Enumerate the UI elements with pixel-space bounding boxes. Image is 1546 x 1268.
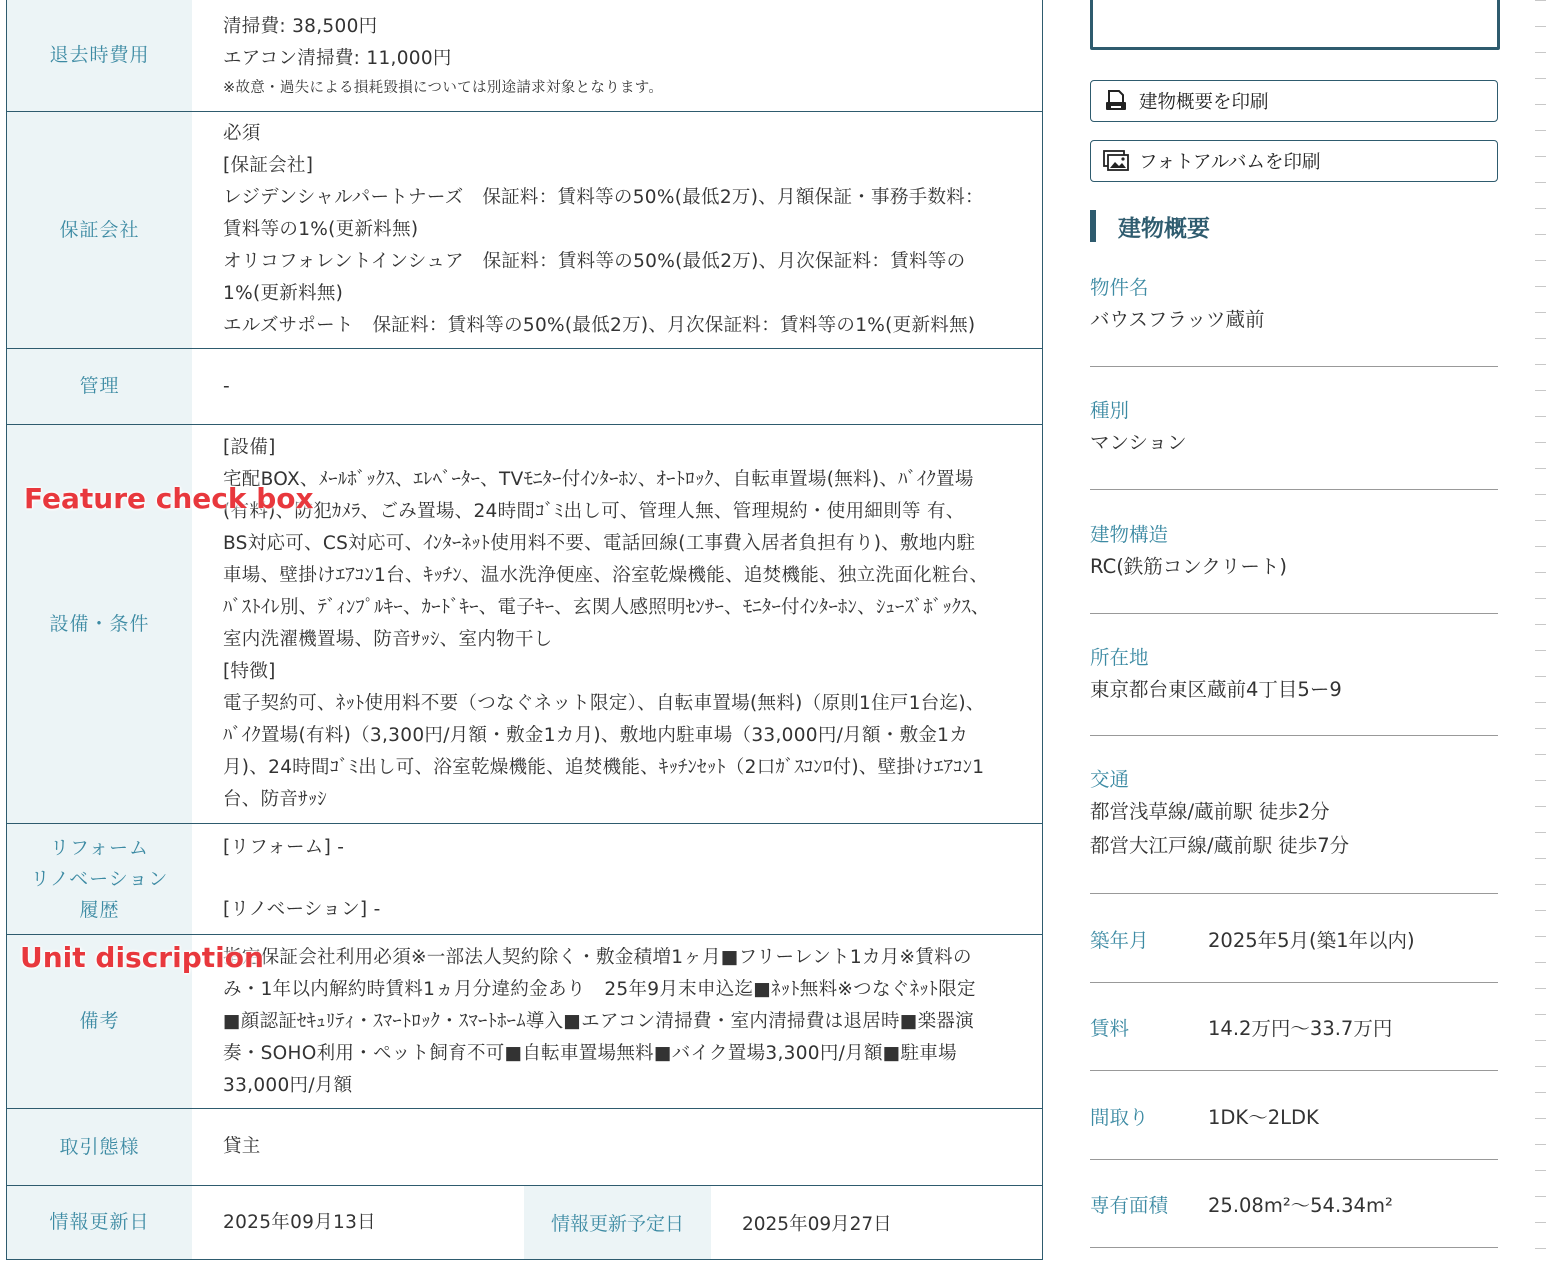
remarks-line: ■顔認証ｾｷｭﾘﾃｨ・ｽﾏｰﾄﾛｯｸ・ｽﾏｰﾄﾎｰﾑ導入■エアコン清掃費・室内清掃費は退居時■楽器演 bbox=[223, 1010, 975, 1032]
building-overview-heading: 建物概要 bbox=[1118, 215, 1210, 242]
divider bbox=[1090, 366, 1498, 367]
guarantor-value bbox=[192, 112, 1042, 348]
printer-icon bbox=[1103, 88, 1129, 114]
remarks-label: 備考 bbox=[7, 935, 192, 1108]
sidebar-top-box bbox=[1090, 0, 1500, 50]
management-value: - bbox=[223, 375, 230, 397]
guarantor-line: 1%(更新料無) bbox=[223, 283, 344, 304]
built-block bbox=[1090, 922, 1498, 956]
facilities-line: [設備] bbox=[223, 437, 276, 458]
rent-label: 賃料 bbox=[1090, 1017, 1130, 1040]
divider bbox=[1090, 893, 1498, 894]
reform-value bbox=[192, 824, 1042, 934]
access-line: 都営浅草線/蔵前駅 徒歩2分 bbox=[1090, 800, 1330, 823]
update-date-label: 情報更新日 bbox=[7, 1186, 192, 1259]
row-management bbox=[7, 348, 1042, 424]
structure-value: RC(鉄筋コンクリート) bbox=[1090, 555, 1288, 578]
facilities-value bbox=[192, 425, 1042, 823]
title-bar bbox=[1090, 210, 1096, 242]
transaction-label: 取引態様 bbox=[7, 1109, 192, 1185]
property-name-block bbox=[1090, 273, 1498, 337]
unit-description-annotation: Unit discription bbox=[20, 941, 264, 974]
moving-out-label: 退去時費用 bbox=[7, 0, 192, 111]
property-type-value: マンション bbox=[1090, 431, 1187, 454]
facilities-label: 設備・条件 bbox=[7, 425, 192, 823]
property-name-label: 物件名 bbox=[1090, 276, 1149, 299]
divider bbox=[1090, 613, 1498, 614]
guarantor-line: レジデンシャルパートナーズ 保証料：賃料等の50%(最低2万)、月額保証・事務手数料： bbox=[223, 187, 984, 208]
print-building-button[interactable] bbox=[1090, 80, 1498, 122]
layout-label: 間取り bbox=[1090, 1106, 1149, 1129]
reform-history: [リフォーム] - bbox=[223, 837, 345, 858]
photo-album-icon bbox=[1103, 148, 1129, 174]
moving-out-value bbox=[192, 0, 1042, 111]
guarantor-line: [保証会社] bbox=[223, 155, 314, 176]
rent-value: 14.2万円〜33.7万円 bbox=[1208, 1017, 1393, 1040]
facilities-line: [特徴] bbox=[223, 661, 276, 682]
print-album-button[interactable] bbox=[1090, 140, 1498, 182]
facilities-line: 室内洗濯機置場、防音ｻｯｼ、室内物干し bbox=[223, 629, 553, 650]
renovation-history: [リノベーション] - bbox=[223, 899, 381, 920]
facilities-line: 月)、24時間ｺﾞﾐ出し可、浴室乾燥機能、追焚機能、ｷｯﾁﾝｾｯﾄ（2口ｶﾞｽｺﾝﾛ付)、壁掛けｴｱｺﾝ1 bbox=[223, 757, 985, 778]
facilities-line: 宅配BOX、ﾒｰﾙﾎﾞｯｸｽ、ｴﾚﾍﾞｰﾀｰ、TVﾓﾆﾀｰ付ｲﾝﾀｰﾎﾝ、ｵｰﾄﾛｯｸ、自転車置場(無料)、ﾊﾞｲｸ置場 bbox=[223, 469, 974, 490]
row-transaction bbox=[7, 1108, 1042, 1185]
property-type-block bbox=[1090, 396, 1498, 460]
remarks-line: 奏・SOHO利用・ペット飼育不可■自転車置場無料■バイク置場3,300円/月額■駐車場 bbox=[223, 1042, 957, 1064]
row-moving-out bbox=[7, 0, 1042, 111]
divider bbox=[1090, 982, 1498, 983]
access-label: 交通 bbox=[1090, 768, 1130, 791]
guarantor-line: 賃料等の1%(更新料無) bbox=[223, 219, 419, 240]
row-guarantor bbox=[7, 111, 1042, 348]
address-value: 東京都台東区蔵前4丁目5ー9 bbox=[1090, 678, 1342, 701]
divider bbox=[1090, 1070, 1498, 1071]
area-value: 25.08m²〜54.34m² bbox=[1208, 1194, 1393, 1217]
address-block bbox=[1090, 643, 1498, 707]
guarantor-line: 必須 bbox=[223, 123, 261, 144]
transaction-value: 貸主 bbox=[223, 1136, 261, 1157]
divider bbox=[1090, 489, 1498, 490]
management-label: 管理 bbox=[7, 349, 192, 424]
remarks-line: 33,000円/月額 bbox=[223, 1074, 353, 1096]
reform-label-line: リノベーション bbox=[30, 867, 169, 890]
page-edge-guide bbox=[1535, 0, 1546, 1268]
remarks-line: み・1年以内解約時賃料1ヵ月分違約金あり 25年9月末申込迄■ﾈｯﾄ無料※つなぐﾈｯﾄ限定 bbox=[223, 978, 976, 1000]
facilities-line: ﾊﾞｲｸ置場(有料)（3,300円/月額・敷金1カ月)、敷地内駐車場（33,000円/月額・敷金1カ bbox=[223, 725, 969, 746]
remarks-value bbox=[192, 935, 1042, 1108]
divider bbox=[1090, 1247, 1498, 1248]
area-label: 専有面積 bbox=[1090, 1194, 1169, 1217]
access-line: 都営大江戸線/蔵前駅 徒歩7分 bbox=[1090, 834, 1350, 857]
rent-block bbox=[1090, 1010, 1498, 1044]
facilities-line: BS対応可、CS対応可、ｲﾝﾀｰﾈｯﾄ使用料不要、電話回線(工事費入居者負担有り)、敷地内駐 bbox=[223, 533, 976, 554]
facilities-line: 電子契約可、ﾈｯﾄ使用料不要（つなぐネット限定）、自転車置場(無料)（原則1住戸1台迄)、 bbox=[223, 693, 985, 714]
divider bbox=[1090, 735, 1498, 736]
reform-label bbox=[7, 824, 192, 934]
layout-block bbox=[1090, 1099, 1498, 1133]
print-building-label: 建物概要を印刷 bbox=[1139, 92, 1269, 113]
facilities-line: 台、防音ｻｯｼ bbox=[223, 789, 327, 810]
feature-checkbox-annotation: Feature check box bbox=[24, 482, 314, 515]
facilities-line: (有料)、防犯ｶﾒﾗ、ごみ置場、24時間ｺﾞﾐ出し可、管理人無、管理規約・使用細則等 有、 bbox=[223, 501, 965, 522]
property-detail-table bbox=[6, 0, 1043, 1260]
address-label: 所在地 bbox=[1090, 646, 1149, 669]
reform-label-line: 履歴 bbox=[79, 898, 120, 921]
guarantor-line: エルズサポート 保証料：賃料等の50%(最低2万)、月次保証料：賃料等の1%(更新料無) bbox=[223, 315, 976, 336]
facilities-line: ﾊﾞｽﾄｲﾚ別、ﾃﾞｨﾝﾌﾟﾙｷｰ、ｶｰﾄﾞｷｰ、電子ｷｰ、玄関人感照明ｾﾝｻｰ、ﾓﾆﾀｰ付ｲﾝﾀｰﾎﾝ、ｼｭｰｽﾞﾎﾞｯｸｽ、 bbox=[223, 597, 990, 618]
print-album-label: フォトアルバムを印刷 bbox=[1139, 152, 1321, 173]
update-date-value: 2025年09月13日 bbox=[223, 1211, 376, 1233]
reform-label-line: リフォーム bbox=[49, 836, 150, 859]
property-type-label: 種別 bbox=[1090, 399, 1130, 422]
guarantor-line: オリコフォレントインシュア 保証料：賃料等の50%(最低2万)、月次保証料：賃料等の bbox=[223, 251, 966, 272]
building-overview-title bbox=[1090, 210, 1210, 242]
divider bbox=[1090, 1159, 1498, 1160]
cleaning-fee: 清掃費: 38,500円 bbox=[223, 15, 378, 37]
access-block bbox=[1090, 765, 1498, 863]
row-update bbox=[7, 1185, 1042, 1259]
structure-block bbox=[1090, 520, 1498, 584]
property-name-value: バウスフラッツ蔵前 bbox=[1090, 308, 1265, 331]
facilities-line: 車場、壁掛けｴｱｺﾝ1台、ｷｯﾁﾝ、温水洗浄便座、浴室乾燥機能、追焚機能、独立洗面化粧台、 bbox=[223, 565, 989, 586]
next-update-label: 情報更新予定日 bbox=[524, 1186, 711, 1259]
built-value: 2025年5月(築1年以内) bbox=[1208, 929, 1415, 952]
row-reform bbox=[7, 823, 1042, 934]
layout-value: 1DK〜2LDK bbox=[1208, 1106, 1319, 1129]
aircon-cleaning-fee: エアコン清掃費: 11,000円 bbox=[223, 47, 452, 69]
guarantor-label: 保証会社 bbox=[7, 112, 192, 348]
structure-label: 建物構造 bbox=[1090, 523, 1169, 546]
remarks-line: 指定保証会社利用必須※一部法人契約除く・敷金積増1ヶ月■フリーレント1カ月※賃料の bbox=[223, 946, 972, 968]
built-label: 築年月 bbox=[1090, 929, 1149, 952]
next-update-value: 2025年09月27日 bbox=[742, 1213, 892, 1235]
moving-out-note: ※故意・過失による損耗毀損については別途請求対象となります。 bbox=[223, 79, 664, 96]
area-block bbox=[1090, 1187, 1498, 1221]
